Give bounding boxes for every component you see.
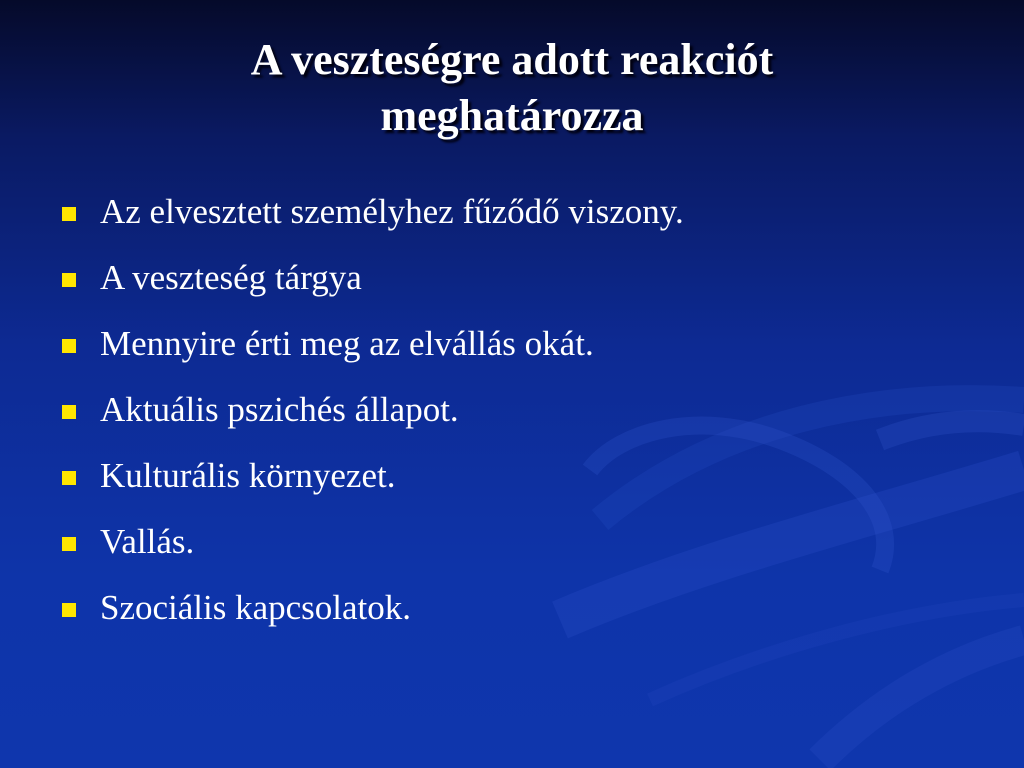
slide-title bbox=[60, 32, 964, 144]
bullet-text: Az elvesztett személyhez fűződő viszony. bbox=[100, 192, 684, 231]
bullet-text: Kulturális környezet. bbox=[100, 456, 396, 495]
list-item bbox=[62, 454, 962, 520]
square-bullet-icon bbox=[62, 471, 76, 485]
slide-title-line-2: meghatározza bbox=[380, 91, 644, 140]
bullet-list bbox=[62, 190, 962, 652]
square-bullet-icon bbox=[62, 207, 76, 221]
square-bullet-icon bbox=[62, 603, 76, 617]
square-bullet-icon bbox=[62, 339, 76, 353]
list-item bbox=[62, 256, 962, 322]
list-item bbox=[62, 520, 962, 586]
list-item bbox=[62, 190, 962, 256]
list-item bbox=[62, 388, 962, 454]
list-item bbox=[62, 322, 962, 388]
slide-title-line-1: A veszteségre adott reakciót bbox=[250, 35, 774, 84]
list-item bbox=[62, 586, 962, 652]
bullet-text: Vallás. bbox=[100, 522, 195, 561]
square-bullet-icon bbox=[62, 405, 76, 419]
bullet-text: Mennyire érti meg az elvállás okát. bbox=[100, 324, 594, 363]
square-bullet-icon bbox=[62, 537, 76, 551]
square-bullet-icon bbox=[62, 273, 76, 287]
bullet-text: Szociális kapcsolatok. bbox=[100, 588, 412, 627]
bullet-text: A veszteség tárgya bbox=[100, 258, 362, 297]
bullet-text: Aktuális pszichés állapot. bbox=[100, 390, 459, 429]
